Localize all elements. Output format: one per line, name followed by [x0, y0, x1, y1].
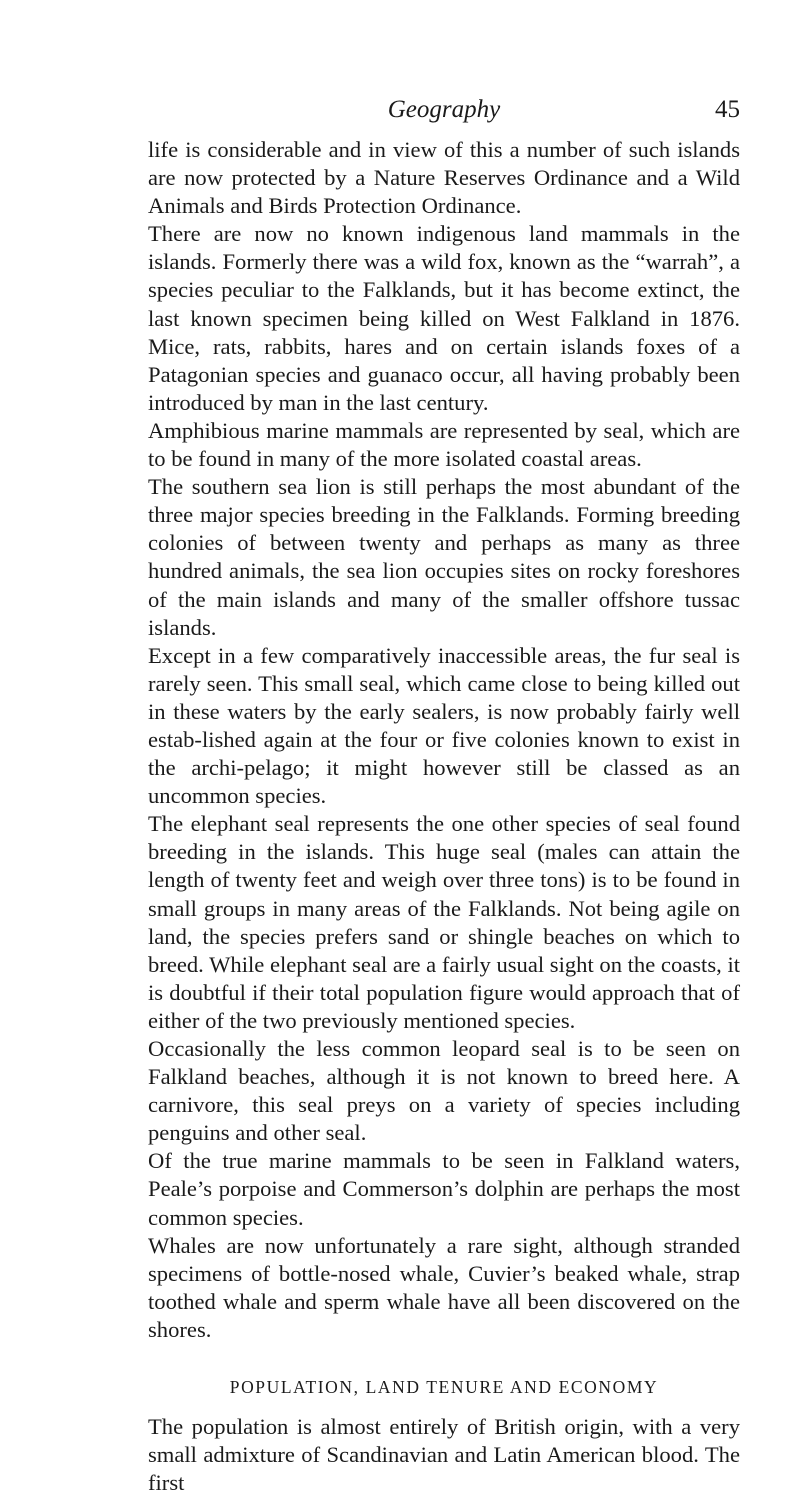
- running-title: Geography: [387, 96, 501, 123]
- page-number: 45: [715, 96, 740, 123]
- paragraph-leopard-seal: Occasionally the less common leopard seal is to be seen on Falkland beaches, although it is not known to breed here. A carnivore, this seal preys on a variety of species including penguins and other seal.: [148, 1036, 740, 1146]
- section-heading: POPULATION, LAND TENURE AND ECONOMY: [229, 1377, 659, 1398]
- page-header: [148, 91, 740, 129]
- paragraph-land-mammals: There are now no known indigenous land mammals in the islands. Formerly there was a wild fox, known as the “warrah”, a species peculiar to the Falklands, but it has become extinct, the last known specimen being killed on West Falkland in 1876. Mice, rats, rabbits, hares and on certain islands foxes of a Patagonian species and guanaco occur, all having probably been introduced by man in the last century.: [148, 221, 740, 415]
- paragraph-fur-seal: Except in a few comparatively inaccessible areas, the fur seal is rarely seen. This small seal, which came close to being killed out in these waters by the early sealers, is now probably fairly well estab-lished again at the four or five colonies known to exist in the archi-pelago; it might however still be classed as an uncommon species.: [148, 642, 740, 809]
- body-text: [148, 136, 740, 1497]
- paragraph-elephant-seal: The elephant seal represents the one other species of seal found breeding in the islands. This huge seal (males can attain the length of twenty feet and weigh over three tons) is to be found in small groups in many areas of the Falklands. Not being agile on land, the species prefers sand or shingle beaches on which to breed. While elephant seal are a fairly usual sight on the coasts, it is doubtful if their total population figure would approach that of either of the two previously mentioned species.: [148, 811, 740, 1033]
- paragraph-marine-mammals: Of the true marine mammals to be seen in Falkland waters, Peale’s porpoise and Commerson’s dolphin are perhaps the most common species.: [148, 1148, 740, 1230]
- paragraph-whales: Whales are now unfortunately a rare sight, although stranded specimens of bottle-nosed whale, Cuvier’s beaked whale, strap toothed whale and sperm whale have all been discovered on the shores.: [148, 1232, 740, 1342]
- paragraph-amphibious-mammals: Amphibious marine mammals are represented by seal, which are to be found in many of the more isolated coastal areas.: [148, 417, 740, 472]
- paragraph-sea-lion: The southern sea lion is still perhaps the most abundant of the three major species breeding in the Falklands. Forming breeding colonies of between twenty and perhaps as many as three hundred animals, the sea lion occupies sites on rocky foreshores of the main islands and many of the smaller offshore tussac islands.: [148, 474, 740, 640]
- paragraph-continuation: life is considerable and in view of this a number of such islands are now protected by a Nature Reserves Ordinance and a Wild Animals and Birds Protection Ordinance.: [148, 137, 740, 219]
- paragraph-population: The population is almost entirely of British origin, with a very small admixture of Scandinavian and Latin American blood. The first: [148, 1414, 740, 1496]
